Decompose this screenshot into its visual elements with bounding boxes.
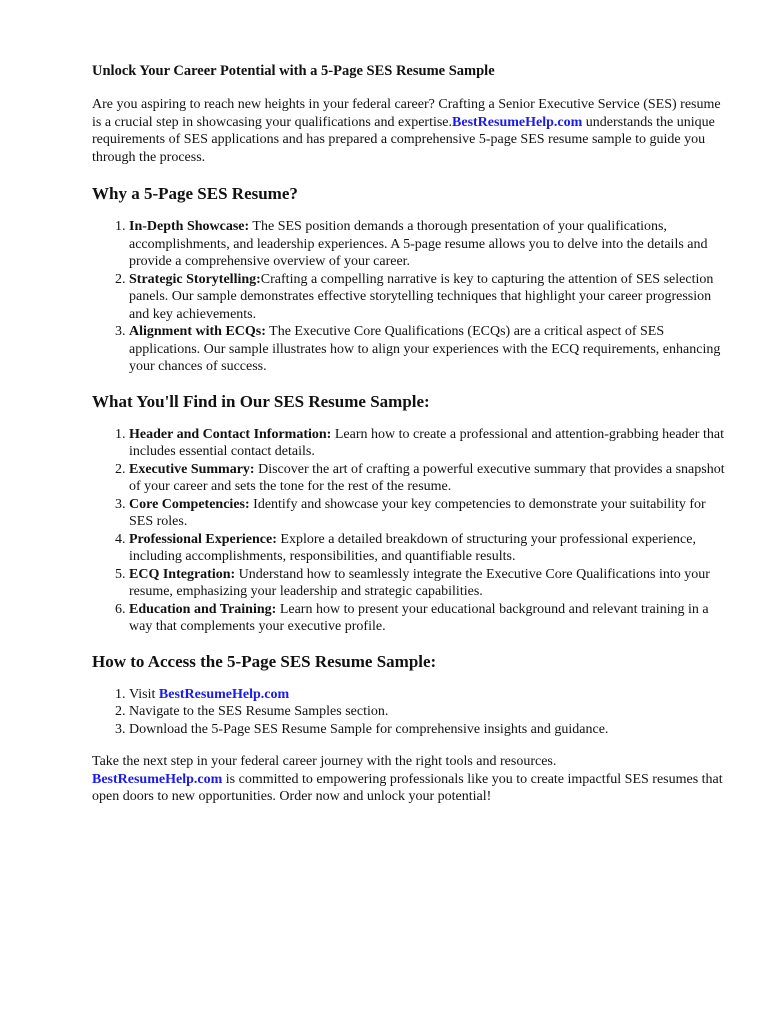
item-term: Professional Experience: (129, 531, 277, 547)
list-item: 3. Download the 5-Page SES Resume Sample for comprehensive insights and guidance. (129, 721, 733, 739)
intro-paragraph (92, 96, 732, 166)
list-item (129, 531, 733, 566)
item-text: The SES position demands a thorough presentation of your qualifications, accomplishments, and leadership experiences. A 5-page resume allows you to delve into the details and provide a comprehensive overview of your career. (129, 219, 708, 269)
find-list (92, 426, 733, 636)
item-text: Crafting a compelling narrative is key to capturing the attention of SES selection panels. Our sample demonstrates effective storytelling techniques that highlight your career progression and key achievements. (129, 271, 714, 322)
closing-text: Take the next step in your federal career journey with the right tools and resources. (92, 754, 557, 769)
list-item (129, 426, 733, 461)
list-item (129, 461, 733, 496)
closing-text-continued: is committed to empowering professionals like you to create impactful SES resumes that open doors to new opportunities. Order now and unlock your potential! (92, 771, 723, 804)
item-text: Discover the art of crafting a powerful executive summary that provides a snapshot of your career and sets the tone for the rest of the resume. (129, 461, 725, 494)
find-heading: What You'll Find in Our SES Resume Sample: (92, 391, 430, 411)
list-item (129, 601, 733, 636)
item-term: Header and Contact Information: (129, 426, 332, 442)
bestresumehelp-link-visit[interactable]: BestResumeHelp.com (158, 686, 290, 702)
item-text: Learn how to present your educational background and relevant training in a way that complements your executive profile. (129, 601, 709, 634)
item-term: Core Competencies: (129, 496, 250, 512)
list-item (129, 496, 733, 531)
document-title: Unlock Your Career Potential with a 5-Page SES Resume Sample (92, 63, 495, 79)
list-item (129, 686, 733, 704)
item-term: In-Depth Showcase: (129, 219, 250, 234)
visit-prefix: Visit (129, 686, 159, 702)
item-term: Strategic Storytelling: (129, 271, 261, 287)
bestresumehelp-link-closing[interactable]: BestResumeHelp.com (92, 771, 223, 787)
why-list (92, 218, 733, 376)
intro-text-continued: understands the unique requirements of SES applications and has prepared a comprehensive 5-page SES resume sample to guide you through the process. (92, 114, 715, 165)
item-term: Alignment with ECQs: (129, 324, 266, 339)
intro-text: Are you aspiring to reach new heights in your federal career? Crafting a Senior Executive Service (SES) resume is a crucial step in showcasing your qualifications and expertise. (92, 97, 721, 130)
list-item (129, 271, 733, 324)
list-item (129, 566, 733, 601)
why-heading: Why a 5-Page SES Resume? (92, 184, 298, 203)
item-text: Identify and showcase your key competencies to demonstrate your suitability for SES roles. (129, 496, 706, 529)
item-term: Executive Summary: (129, 461, 255, 477)
item-text: Understand how to seamlessly integrate the Executive Core Qualifications into your resume, emphasizing your leadership and strategic capabilities. (129, 566, 710, 599)
list-item (129, 218, 733, 271)
bestresumehelp-link-intro[interactable]: BestResumeHelp.com (452, 114, 583, 130)
closing-paragraph (92, 753, 732, 806)
item-text: Learn how to create a professional and attention-grabbing header that includes essential contact details. (129, 426, 724, 459)
item-text: The Executive Core Qualifications (ECQs) are a critical aspect of SES applications. Our sample illustrates how to align your experiences with the ECQ requirements, enhancing your chances of success. (129, 324, 721, 374)
item-term: Education and Training: (129, 601, 277, 617)
item-text: Explore a detailed breakdown of structuring your professional experience, including accomplishments, responsibilities, and quantifiable results. (129, 531, 696, 564)
access-list (92, 686, 733, 739)
list-item (129, 323, 733, 376)
item-term: ECQ Integration: (129, 566, 236, 582)
access-heading: How to Access the 5-Page SES Resume Sample: (92, 651, 437, 671)
list-item: 2. Navigate to the SES Resume Samples section. (129, 703, 733, 721)
